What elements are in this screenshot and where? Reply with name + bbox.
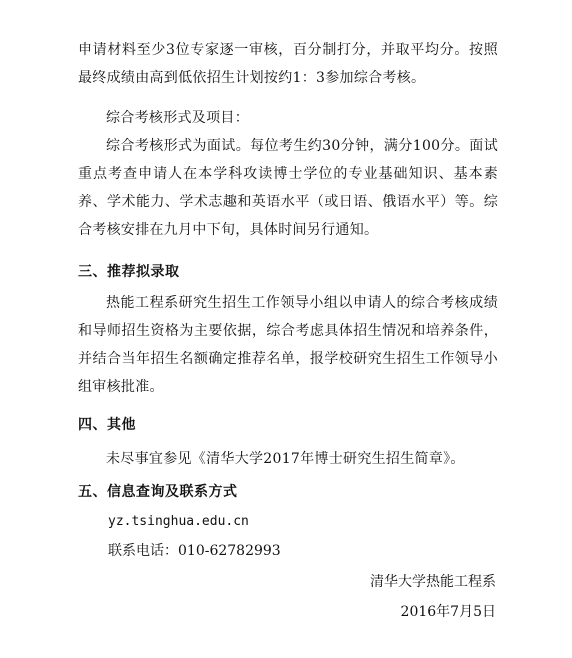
contact-phone: 联系电话：010-62782993 — [108, 543, 281, 559]
signature-date: 2016年7月5日 — [400, 604, 496, 620]
section-heading-other: 四、其他 — [78, 417, 136, 433]
paragraph-interview-details: 综合考核形式为面试。每位考生约30分钟，满分100分。面试重点考查申请人在本学科攻读博士学位的专业基础知识、基本素养、学术能力、学术志趣和英语水平（或日语、俄语水平）等。综合考核安排在九月中下旬，具体时间另行通知。 — [78, 138, 498, 238]
section-heading-contact: 五、信息查询及联系方式 — [78, 484, 238, 500]
paragraph-recommendation: 热能工程系研究生招生工作领导小组以申请人的综合考核成绩和导师招生资格为主要依据，综合考虑具体招生情况和培养条件，并结合当年招生名额确定推荐名单，报学校研究生招生工作领导小组审核批准。 — [78, 295, 498, 395]
signature-department: 清华大学热能工程系 — [370, 574, 496, 590]
paragraph-assessment-heading: 综合考核形式及项目： — [106, 110, 249, 126]
section-heading-recommend-admission: 三、推荐拟录取 — [78, 264, 180, 280]
paragraph-review-process: 申请材料至少3位专家逐一审核，百分制打分，并取平均分。按照最终成绩由高到低依招生计划按约1：3参加综合考核。 — [78, 42, 498, 86]
paragraph-other-matters: 未尽事宜参见《清华大学2017年博士研究生招生简章》。 — [106, 451, 465, 467]
website-link[interactable]: yz.tsinghua.edu.cn — [108, 514, 249, 529]
